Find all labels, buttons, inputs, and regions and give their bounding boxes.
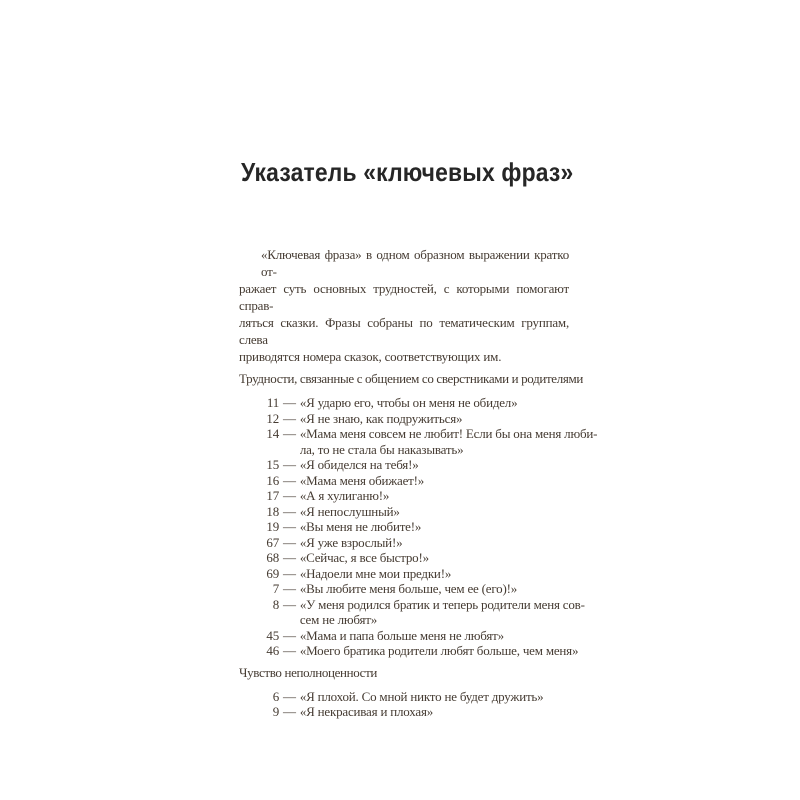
dash-separator: — bbox=[283, 519, 296, 534]
tale-number: 45 bbox=[266, 627, 279, 643]
phrase-line: «Вы меня не любите!» bbox=[299, 519, 422, 534]
phrase-text bbox=[300, 597, 585, 628]
page-title: Указатель «ключевых фраз» bbox=[241, 157, 574, 187]
phrase-line: «Я уже взрослый!» bbox=[299, 534, 403, 550]
tale-number: 68 bbox=[266, 550, 279, 565]
phrase-item bbox=[239, 411, 569, 427]
dash-separator: — bbox=[283, 395, 296, 410]
phrase-line: ла, то не стала бы наказывать» bbox=[299, 441, 464, 457]
phrase-list bbox=[239, 395, 598, 659]
dash-separator: — bbox=[283, 627, 296, 643]
phrase-text bbox=[300, 550, 569, 566]
intro-line: ражает суть основных трудностей, с которыми помогают справ- bbox=[239, 281, 569, 313]
intro-line: «Ключевая фраза» в одном образном выражении кратко от- bbox=[261, 247, 569, 279]
phrase-line: «У меня родился братик и теперь родители меня сов- bbox=[299, 596, 585, 612]
tale-number: 11 bbox=[266, 395, 279, 410]
phrase-item bbox=[239, 550, 569, 566]
phrase-line: «Я некрасивая и плохая» bbox=[299, 704, 434, 719]
tale-number: 46 bbox=[266, 643, 279, 658]
phrase-line: «Я не знаю, как подружиться» bbox=[299, 410, 463, 426]
dash-separator: — bbox=[283, 457, 296, 472]
tale-number: 17 bbox=[266, 488, 279, 503]
phrase-item bbox=[239, 596, 585, 628]
index-section bbox=[239, 371, 598, 659]
tale-number: 19 bbox=[266, 519, 279, 534]
dash-separator: — bbox=[283, 596, 296, 612]
dash-separator: — bbox=[283, 426, 296, 441]
phrase-text bbox=[300, 519, 569, 535]
phrase-line: «Я непослушный» bbox=[299, 503, 400, 519]
phrase-line: «Я плохой. Со мной никто не будет дружить» bbox=[299, 688, 544, 704]
dash-separator: — bbox=[283, 488, 296, 503]
dash-separator: — bbox=[283, 550, 296, 565]
phrase-text bbox=[300, 535, 569, 551]
tale-number: 8 bbox=[272, 596, 279, 612]
phrase-text bbox=[300, 581, 569, 597]
dash-separator: — bbox=[283, 688, 296, 704]
page-content bbox=[239, 157, 598, 720]
tale-number: 69 bbox=[266, 565, 279, 581]
tale-number: 7 bbox=[272, 581, 279, 596]
dash-separator: — bbox=[283, 565, 296, 581]
phrase-line: «Мама меня обижает!» bbox=[299, 472, 425, 488]
phrase-item bbox=[239, 395, 569, 411]
phrase-line: «Мама меня совсем не любит! Если бы она меня люби- bbox=[299, 426, 598, 441]
tale-number: 9 bbox=[272, 704, 279, 719]
tale-number: 67 bbox=[266, 534, 279, 550]
phrase-text bbox=[300, 411, 569, 427]
phrase-item bbox=[239, 473, 569, 489]
tale-number: 6 bbox=[272, 688, 279, 704]
phrase-item bbox=[239, 581, 569, 597]
phrase-text bbox=[300, 457, 569, 473]
dash-separator: — bbox=[283, 503, 296, 519]
phrase-item bbox=[239, 689, 569, 705]
phrase-text bbox=[300, 628, 569, 644]
phrase-text bbox=[300, 643, 578, 659]
tale-number: 14 bbox=[266, 426, 279, 441]
tale-number: 18 bbox=[266, 503, 279, 519]
phrase-text bbox=[300, 504, 569, 520]
intro-line: ляться сказки. Фразы собраны по тематическим группам, слева bbox=[239, 315, 569, 347]
dash-separator: — bbox=[283, 581, 296, 596]
tale-number: 15 bbox=[266, 457, 279, 472]
dash-separator: — bbox=[283, 704, 296, 719]
phrase-item bbox=[239, 426, 598, 457]
phrase-text bbox=[300, 689, 569, 705]
phrase-line: «Надоели мне мои предки!» bbox=[299, 565, 452, 581]
section-heading: Трудности, связанные с общением со сверстниками и родителями bbox=[239, 371, 583, 386]
phrase-text bbox=[300, 566, 569, 582]
intro-paragraph bbox=[239, 246, 569, 365]
phrase-list bbox=[239, 689, 569, 720]
tale-number: 16 bbox=[266, 472, 279, 488]
phrase-item bbox=[239, 643, 579, 659]
phrase-item bbox=[239, 628, 569, 644]
index-section bbox=[239, 665, 569, 720]
phrase-item bbox=[239, 704, 569, 720]
phrase-line: сем не любят» bbox=[299, 612, 378, 627]
phrase-item bbox=[239, 519, 569, 535]
phrase-text bbox=[300, 704, 569, 720]
phrase-item bbox=[239, 488, 569, 504]
phrase-item bbox=[239, 535, 569, 551]
phrase-item bbox=[239, 566, 569, 582]
dash-separator: — bbox=[283, 643, 296, 658]
phrase-text bbox=[300, 395, 569, 411]
tale-number: 12 bbox=[266, 410, 279, 426]
section-heading: Чувство неполноценности bbox=[239, 664, 378, 680]
phrase-line: «Мама и папа больше меня не любят» bbox=[299, 627, 504, 643]
phrase-line: «Моего братика родители любят больше, чем меня» bbox=[299, 643, 579, 658]
dash-separator: — bbox=[283, 410, 296, 426]
phrase-line: «А я хулиганю!» bbox=[299, 488, 390, 503]
phrase-line: «Вы любите меня больше, чем ее (его)!» bbox=[299, 581, 518, 596]
phrase-line: «Я ударю его, чтобы он меня не обидел» bbox=[299, 395, 518, 410]
phrase-item bbox=[239, 504, 569, 520]
phrase-text bbox=[300, 426, 597, 457]
index-sections bbox=[239, 371, 598, 720]
phrase-text bbox=[300, 473, 569, 489]
intro-line: приводятся номера сказок, соответствующих им. bbox=[239, 349, 502, 364]
phrase-text bbox=[300, 488, 569, 504]
phrase-line: «Я обиделся на тебя!» bbox=[299, 457, 419, 472]
dash-separator: — bbox=[283, 534, 296, 550]
phrase-line: «Сейчас, я все быстро!» bbox=[299, 550, 429, 565]
phrase-item bbox=[239, 457, 569, 473]
dash-separator: — bbox=[283, 472, 296, 488]
